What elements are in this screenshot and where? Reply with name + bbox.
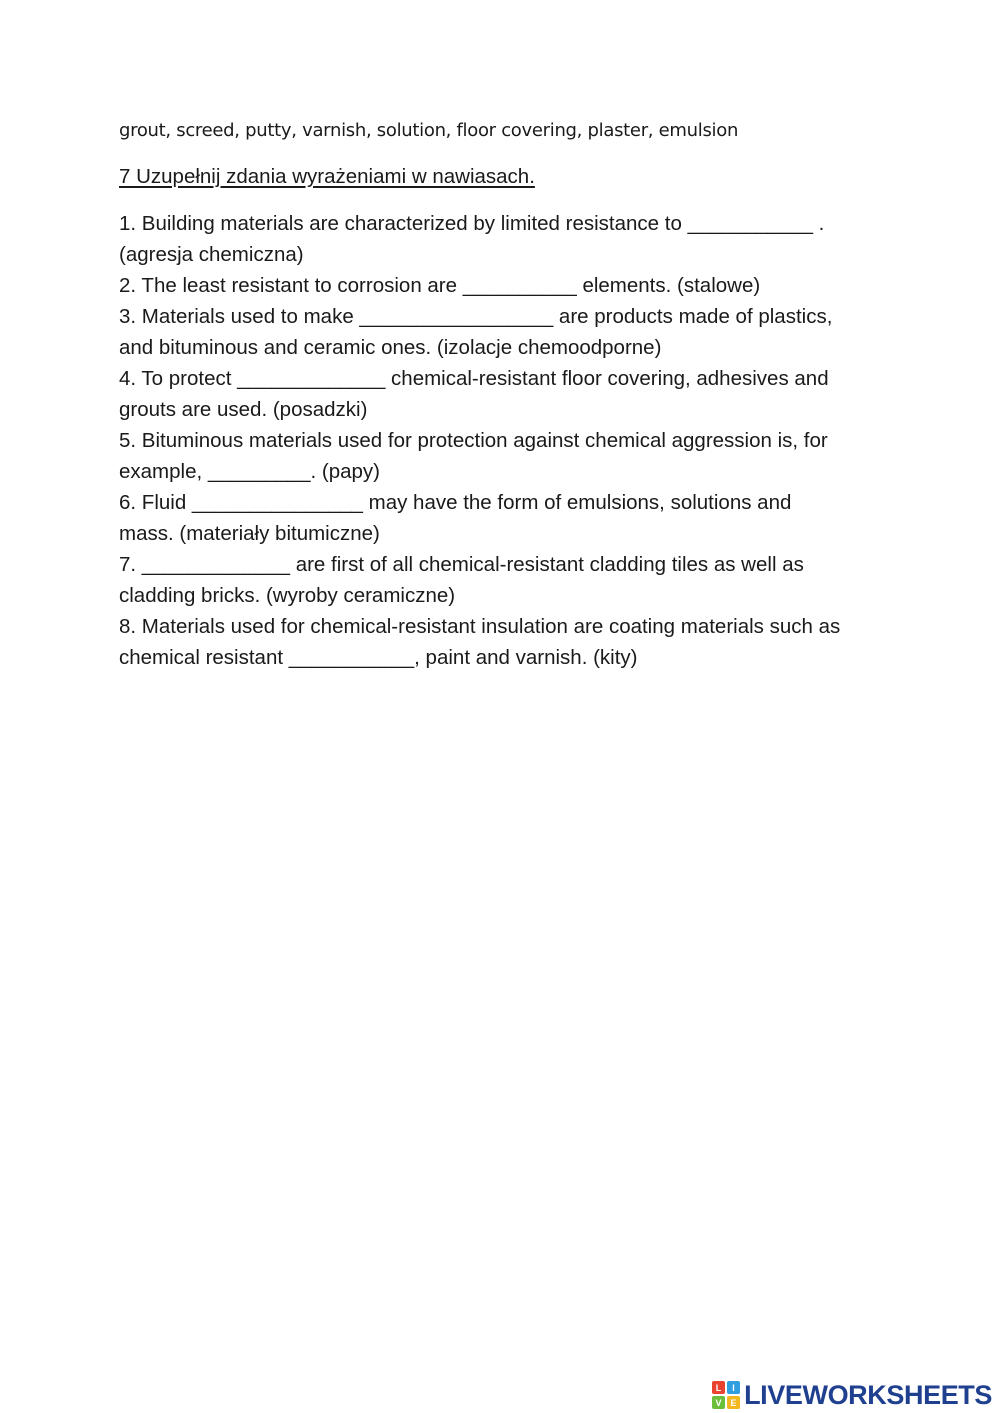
svg-text:I: I: [732, 1383, 735, 1393]
exercise-line: 3. Materials used to make _________________ are products made of plastics,: [119, 305, 833, 328]
svg-text:V: V: [715, 1398, 722, 1408]
exercise-line: (agresja chemiczna): [119, 243, 304, 266]
exercise-line: 5. Bituminous materials used for protection against chemical aggression is, for: [119, 429, 828, 452]
liveworksheets-brand-text: LIVEWORKSHEETS: [744, 1379, 992, 1410]
liveworksheets-logo: [712, 1381, 992, 1409]
exercise-line: cladding bricks. (wyroby ceramiczne): [119, 584, 456, 607]
exercise-line: 6. Fluid _______________ may have the form of emulsions, solutions and: [119, 491, 792, 514]
exercise-line: mass. (materiały bitumiczne): [119, 522, 380, 545]
exercise-instruction: 7 Uzupełnij zdania wyrażeniami w nawiasach.: [119, 165, 535, 188]
exercise-line: example, _________. (papy): [119, 460, 380, 483]
exercise-line: chemical resistant ___________, paint and varnish. (kity): [119, 646, 638, 669]
exercise-line: 7. _____________ are first of all chemical-resistant cladding tiles as well as: [119, 553, 804, 576]
exercise-line: 1. Building materials are characterized by limited resistance to ___________ .: [119, 212, 825, 235]
exercise-line: 8. Materials used for chemical-resistant insulation are coating materials such as: [119, 615, 841, 638]
exercise-line: and bituminous and ceramic ones. (izolacje chemoodporne): [119, 336, 662, 359]
word-bank: grout, screed, putty, varnish, solution, floor covering, plaster, emulsion: [119, 120, 739, 141]
exercise-line: 4. To protect _____________ chemical-resistant floor covering, adhesives and: [119, 367, 829, 390]
exercise-line: 2. The least resistant to corrosion are __________ elements. (stalowe): [119, 274, 761, 297]
svg-text:L: L: [715, 1383, 722, 1393]
exercise-list: [119, 208, 919, 673]
svg-text:E: E: [730, 1398, 737, 1408]
liveworksheets-logo-icon: [712, 1381, 740, 1409]
exercise-line: grouts are used. (posadzki): [119, 398, 368, 421]
